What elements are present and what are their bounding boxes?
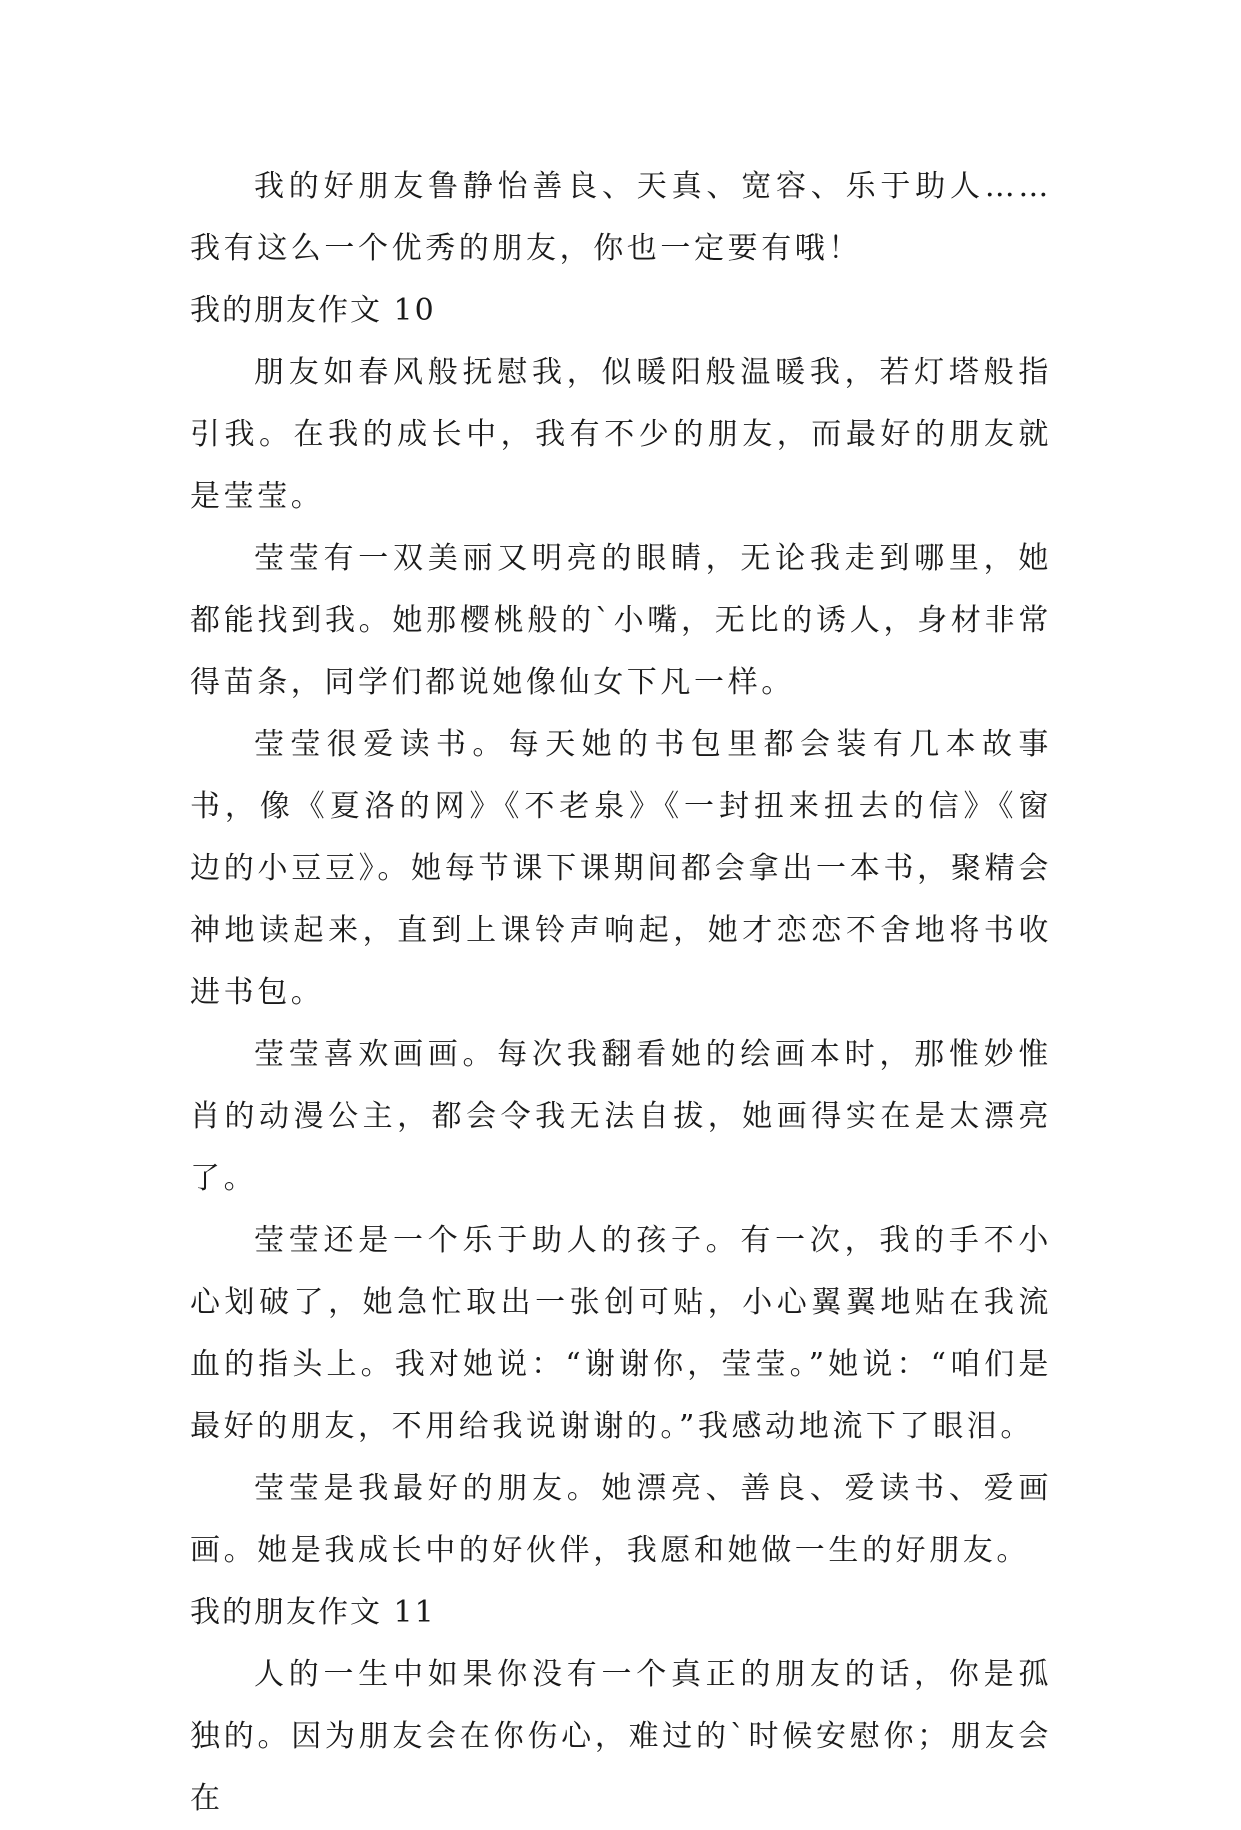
paragraph-drawing: 莹莹喜欢画画。每次我翻看她的绘画本时，那惟妙惟肖的动漫公主，都会令我无法自拔，她画得实在是太漂亮了。 bbox=[190, 1037, 1052, 1196]
section-heading-11: 我的朋友作文 11 bbox=[190, 1595, 436, 1630]
paragraph-summary: 莹莹是我最好的朋友。她漂亮、善良、爱读书、爱画画。她是我成长中的好伙伴，我愿和她做一生的好朋友。 bbox=[190, 1471, 1052, 1568]
section-heading-10: 我的朋友作文 10 bbox=[190, 293, 436, 328]
paragraph-appearance: 莹莹有一双美丽又明亮的眼睛，无论我走到哪里，她都能找到我。她那樱桃般的`小嘴，无比的诱人，身材非常得苗条，同学们都说她像仙女下凡一样。 bbox=[190, 541, 1052, 700]
paragraph-reading: 莹莹很爱读书。每天她的书包里都会装有几本故事书，像《夏洛的网》《不老泉》《一封扭来扭去的信》《窗边的小豆豆》。她每节课下课期间都会拿出一本书，聚精会神地读起来，直到上课铃声响起，她才恋恋不舍地将书收进书包。 bbox=[190, 727, 1052, 1010]
paragraph-friend-metaphor: 朋友如春风般抚慰我，似暖阳般温暖我，若灯塔般指引我。在我的成长中，我有不少的朋友，而最好的朋友就是莹莹。 bbox=[190, 355, 1052, 514]
paragraph-intro-conclusion: 我的好朋友鲁静怡善良、天真、宽容、乐于助人……我有这么一个优秀的朋友，你也一定要有哦！ bbox=[190, 169, 1052, 266]
paragraph-helping: 莹莹还是一个乐于助人的孩子。有一次，我的手不小心划破了，她急忙取出一张创可贴，小心翼翼地贴在我流血的指头上。我对她说：“谢谢你，莹莹。”她说：“咱们是最好的朋友，不用给我说谢谢的。”我感动地流下了眼泪。 bbox=[190, 1223, 1052, 1444]
paragraph-lonely: 人的一生中如果你没有一个真正的朋友的话，你是孤独的。因为朋友会在你伤心，难过的`时候安慰你；朋友会在 bbox=[190, 1657, 1052, 1816]
document-page bbox=[190, 156, 1052, 1830]
